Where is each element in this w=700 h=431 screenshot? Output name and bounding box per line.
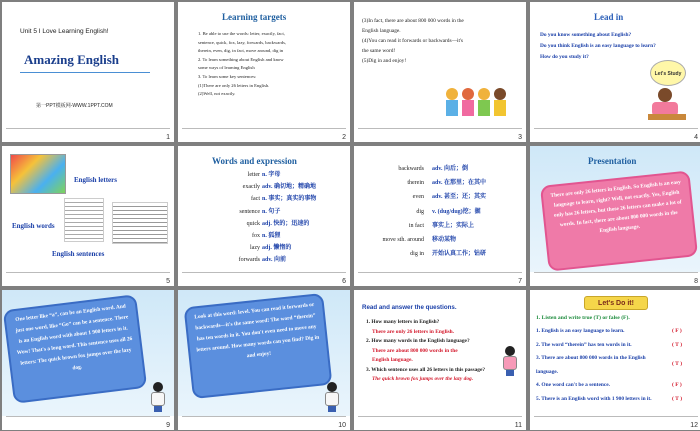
slide-thumbnail-11[interactable]: [354, 290, 526, 430]
target-line: 3. To learn some key sentences:: [198, 73, 257, 79]
slide-11-qa: [366, 318, 522, 385]
answer-text: The quick brown fox jumps over the lazy dog.: [372, 376, 474, 382]
tf-statement: 2. The word “therein” has ten words in it.: [536, 341, 632, 348]
tf-answer-value: T: [675, 361, 679, 367]
vocab-word: lazy: [250, 245, 260, 252]
vocab-word: therein: [407, 180, 424, 187]
slide-number: 6: [342, 278, 346, 285]
slide-3-bar: [354, 128, 526, 142]
slide-number: 12: [690, 422, 698, 429]
slide-8-bar: [530, 272, 700, 286]
reading-text: Look at this word: level. You can read it forwards or backwards—it's the same word! The word “therein” has ten words in it. You don't even need to move any letters around. How many words can you find? Dig in and enjoy!: [194, 301, 320, 360]
vocab-word: sentence: [239, 208, 260, 215]
answer-text: There are about 800 000 words in the English language.: [372, 347, 458, 363]
vocab-definition: adv. 向后；倒: [432, 166, 469, 172]
slide-number: 7: [518, 278, 522, 285]
slide-4-questions: [540, 30, 656, 63]
slide-6-title: Words and expression: [212, 156, 297, 166]
lead-question: Do you know something about English?: [540, 32, 632, 38]
slide-1-title: Amazing English: [24, 52, 119, 67]
slide-number: 11: [514, 422, 522, 429]
lead-question: Do you think English is an easy language to learn?: [540, 43, 656, 49]
lets-study-text: Let's Study: [654, 71, 682, 77]
sentence-line: (3)In fact, there are about 800 000 words in the: [362, 18, 464, 24]
tf-answer: ( F ): [672, 382, 682, 388]
slide-number: 3: [518, 134, 522, 141]
slide-3-body: [362, 16, 464, 66]
slide-number: 4: [694, 134, 698, 141]
lets-do-it-banner: [584, 296, 648, 310]
vocab-definition: n. 狐狸: [262, 233, 281, 239]
slide-12-instruction: 1. Listen and write true (T) or false (F).: [536, 315, 630, 321]
question-text: 3. Which sentence uses all 26 letters in this passage?: [366, 366, 486, 373]
target-line: 1. Be able to use the words: letter, exactly, fact,: [198, 31, 285, 36]
reading-girl-illustration: [648, 88, 688, 122]
slide-number: 9: [166, 422, 170, 429]
slide-thumbnail-7[interactable]: [354, 146, 526, 286]
slide-thumbnail-6[interactable]: [178, 146, 350, 286]
slide-thumbnail-12[interactable]: [530, 290, 700, 430]
tf-statement: 1. English is an easy language to learn.: [536, 328, 625, 334]
vocab-word: move sth. around: [382, 237, 424, 243]
vocab-definition: 事实上；实际上: [432, 222, 475, 229]
slide-11-title: Read and answer the questions.: [362, 304, 457, 311]
vocab-definition: n. 句子: [262, 208, 281, 215]
slide-thumbnail-3[interactable]: [354, 2, 526, 142]
vocab-word: in fact: [408, 222, 424, 229]
vocab-word: fox: [252, 233, 260, 239]
girl-illustration: [500, 346, 520, 376]
slide-5-label-sentences: English sentences: [52, 250, 105, 258]
slide-number: 5: [166, 278, 170, 285]
tf-answer: ( F ): [672, 328, 682, 334]
words-image: [64, 198, 104, 242]
slide-number: 2: [342, 134, 346, 141]
vocab-word: quick: [246, 220, 260, 227]
slide-thumbnail-9[interactable]: [2, 290, 174, 430]
slide-thumbnail-1[interactable]: [2, 2, 174, 142]
slide-number: 10: [338, 422, 346, 429]
target-line: 2. To learn something about English and know: [198, 56, 284, 62]
banner-text: Let's Do it!: [598, 300, 634, 307]
tf-answer: ( T ): [672, 395, 683, 402]
tf-statement: 4. One word can't be a sentence.: [536, 382, 610, 388]
tf-statement: 5. There is an English word with 1 900 letters in it.: [536, 395, 652, 402]
slide-1-footer: 第一PPT模板网-WWW.1PPT.COM: [36, 103, 113, 109]
vocab-definition: n. 事实；真实的事物: [262, 196, 317, 203]
slide-9-bar: [2, 416, 174, 430]
slide-7-bar: [354, 272, 526, 286]
presentation-text: There are only 26 letters in English. So English is an easy language to learn, right? Well, not exactly. Yes, English only has 26 letters, but those 26 letters can make a lot of words. In fact, there are about 800 000 words in the English language.: [550, 179, 682, 235]
reading-bubble: [3, 294, 147, 404]
vocab-word: fact: [251, 196, 260, 203]
question-text: 1. How many letters in English?: [366, 319, 440, 325]
sentences-image: [112, 202, 168, 244]
answer-text: There are only 26 letters in English.: [372, 328, 455, 335]
slide-8-title: Presentation: [588, 156, 637, 166]
target-line: therein, even, dig, in fact, move around, dig in: [198, 48, 284, 54]
slide-5-bar: [2, 272, 174, 286]
target-line: sentence, quick, fox, lazy, forwards, backwards,: [198, 39, 287, 45]
presentation-bubble: [540, 170, 698, 271]
vocab-definition: adj. 快的；迅速的: [262, 220, 310, 227]
slide-2-title: Learning targets: [222, 12, 287, 22]
slide-2-body: [198, 30, 286, 99]
sentence-line: (5)Dig in and enjoy!: [362, 58, 407, 64]
kids-illustration: [446, 88, 522, 120]
slide-4-title: Lead in: [594, 12, 624, 22]
slide-thumbnail-5[interactable]: [2, 146, 174, 286]
slide-2-bar: [178, 128, 350, 142]
vocab-definition: adv. 在那里；在其中: [432, 180, 487, 187]
vocab-word: forwards: [238, 257, 260, 264]
slide-12-bar: [530, 416, 700, 430]
slide-number: 8: [694, 278, 698, 285]
vocab-word: dig in: [410, 251, 424, 258]
sentence-line: English language.: [362, 28, 401, 34]
reading-bubble: [184, 293, 333, 399]
target-line: some ways of learning English: [198, 65, 255, 71]
slide-thumbnail-8[interactable]: [530, 146, 700, 286]
slide-5-label-letters: English letters: [74, 176, 117, 184]
vocab-definition: 移动某物: [432, 237, 457, 243]
vocab-definition: adv. 向前: [262, 257, 287, 264]
slide-4-bar: [530, 128, 700, 142]
tf-answer-value: T: [675, 341, 679, 348]
vocab-definition: 开始认真工作；钻研: [432, 251, 487, 258]
vocab-definition: adv. 甚至；还；其实: [432, 194, 487, 201]
vocab-definition: adj. 懒惰的: [262, 245, 292, 252]
tf-answer: ( T ): [672, 361, 683, 367]
boy-illustration: [322, 382, 342, 412]
slide-1-bar: [2, 128, 174, 142]
tf-statement: 3. There are about 800 000 words in the English: [536, 355, 646, 361]
tf-answer-value: F: [675, 382, 679, 388]
slide-1-divider: [20, 72, 150, 73]
slide-thumbnail-4[interactable]: [530, 2, 700, 142]
vocab-definition: adv. 确切地；精确地: [262, 184, 317, 191]
vocab-definition: v. (dug/dug)挖；掘: [432, 208, 481, 215]
slide-6-bar: [178, 272, 350, 286]
slide-thumbnail-10[interactable]: [178, 290, 350, 430]
slide-thumbnail-2[interactable]: [178, 2, 350, 142]
alphabet-image: [10, 154, 66, 194]
slide-11-bar: [354, 416, 526, 430]
tf-statement: language.: [536, 368, 559, 375]
vocab-definition: n. 字母: [262, 172, 281, 178]
sentence-line: the same word!: [362, 48, 396, 54]
lead-question: How do you study it?: [540, 54, 589, 60]
target-line: (2)Well, not exactly.: [198, 91, 236, 97]
target-line: (1)There are only 26 letters in English.: [198, 82, 270, 88]
vocab-word: dig: [416, 208, 424, 215]
vocab-word: exactly: [242, 184, 260, 191]
slide-1-unit: Unit 5 I Love Learning English!: [20, 28, 109, 35]
vocab-word: backwards: [398, 166, 424, 172]
tf-answer: ( T ): [672, 341, 683, 348]
slide-10-bar: [178, 416, 350, 430]
lets-study-sign: [650, 60, 686, 86]
vocab-word: even: [412, 194, 424, 201]
tf-answer-value: F: [675, 328, 679, 334]
reading-text: One letter like “a”, can be an English word. And just one word, like “Go” can be a sentence. There is an English word with about 1 900 letters in it. Wow! That's a long word. This sentence uses all 26 letters: The quick brown fox jumps over the lazy dog.: [15, 303, 133, 372]
question-text: 2. How many words in the English language?: [366, 338, 470, 344]
boy-illustration: [148, 382, 168, 412]
slide-5-label-words: English words: [12, 222, 55, 230]
sentence-line: (4)You can read it forwards or backwards—it's: [362, 38, 464, 44]
vocab-word: letter: [247, 172, 260, 178]
tf-answer-value: T: [675, 395, 679, 402]
slide-number: 1: [166, 134, 170, 141]
